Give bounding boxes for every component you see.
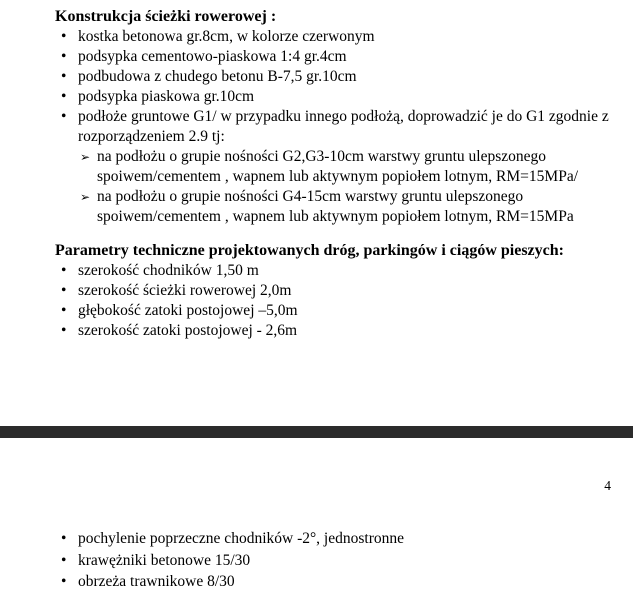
page-content-bottom: [55, 528, 619, 593]
list-item: [55, 67, 619, 87]
list-item-text: kostka betonowa gr.8cm, w kolorze czerwonym: [78, 28, 375, 45]
construction-sub-list: [55, 147, 619, 227]
parameters-list: [55, 261, 619, 341]
list-item: [55, 528, 619, 550]
construction-section-heading: Konstrukcja ścieżki rowerowej :: [55, 8, 277, 25]
bullet-icon: •: [61, 262, 67, 279]
bullet-icon: •: [61, 48, 67, 65]
list-item-text: podbudowa z chudego betonu B-7,5 gr.10cm: [78, 68, 357, 85]
parameters-section-heading: Parametry techniczne projektowanych dróg, parkingów i ciągów pieszych:: [55, 242, 564, 259]
construction-list: [55, 27, 619, 147]
page-number: 4: [604, 478, 611, 493]
list-item-text: głębokość zatoki postojowej –5,0m: [78, 302, 298, 319]
list-item-text: szerokość ścieżki rowerowej 2,0m: [78, 282, 292, 299]
list-item: [55, 261, 619, 281]
list-item-text: pochylenie poprzeczne chodników -2°, jednostronne: [78, 530, 404, 547]
sub-list-item: [74, 187, 619, 227]
list-item: [55, 107, 619, 147]
sub-list-item: [74, 147, 619, 187]
arrow-bullet-icon: ➢: [80, 190, 91, 204]
list-item: [55, 27, 619, 47]
sub-list-item-text: na podłożu o grupie nośności G4-15cm warstwy gruntu ulepszonego spoiwem/cementem , wapnem lub aktywnym popiołem lotnym, RM=15MPa: [97, 188, 574, 225]
bullet-icon: •: [61, 530, 67, 547]
list-item-text: obrzeża trawnikowe 8/30: [78, 573, 235, 590]
list-item: [55, 47, 619, 67]
list-item-text: podsypka piaskowa gr.10cm: [78, 88, 255, 105]
bullet-icon: •: [61, 302, 67, 319]
bullet-icon: •: [61, 88, 67, 105]
list-item-text: podsypka cementowo-piaskowa 1:4 gr.4cm: [78, 48, 347, 65]
bullet-icon: •: [61, 282, 67, 299]
bullet-icon: •: [61, 322, 67, 339]
bullet-icon: •: [61, 108, 67, 125]
bullet-icon: •: [61, 573, 67, 590]
list-item: [55, 571, 619, 593]
continuation-list: [55, 528, 619, 593]
list-item-text: podłoże gruntowe G1/ w przypadku innego podłożą, doprowadzić je do G1 zgodnie z rozporządzeniem 2.9 tj:: [78, 108, 609, 145]
list-item: [55, 321, 619, 341]
list-item: [55, 550, 619, 572]
bullet-icon: •: [61, 28, 67, 45]
page-break-divider: [0, 426, 633, 438]
page-content-top: [55, 6, 619, 341]
list-item-text: szerokość zatoki postojowej - 2,6m: [78, 322, 298, 339]
list-item: [55, 281, 619, 301]
list-item: [55, 87, 619, 107]
bullet-icon: •: [61, 551, 67, 569]
list-item-text: szerokość chodników 1,50 m: [78, 262, 259, 279]
arrow-bullet-icon: ➢: [80, 150, 91, 164]
bullet-icon: •: [61, 68, 67, 85]
list-item: [55, 301, 619, 321]
sub-list-item-text: na podłożu o grupie nośności G2,G3-10cm warstwy gruntu ulepszonego spoiwem/cementem , wapnem lub aktywnym popiołem lotnym, RM=15MPa/: [97, 148, 579, 185]
list-item-text: krawężniki betonowe 15/30: [78, 551, 251, 569]
